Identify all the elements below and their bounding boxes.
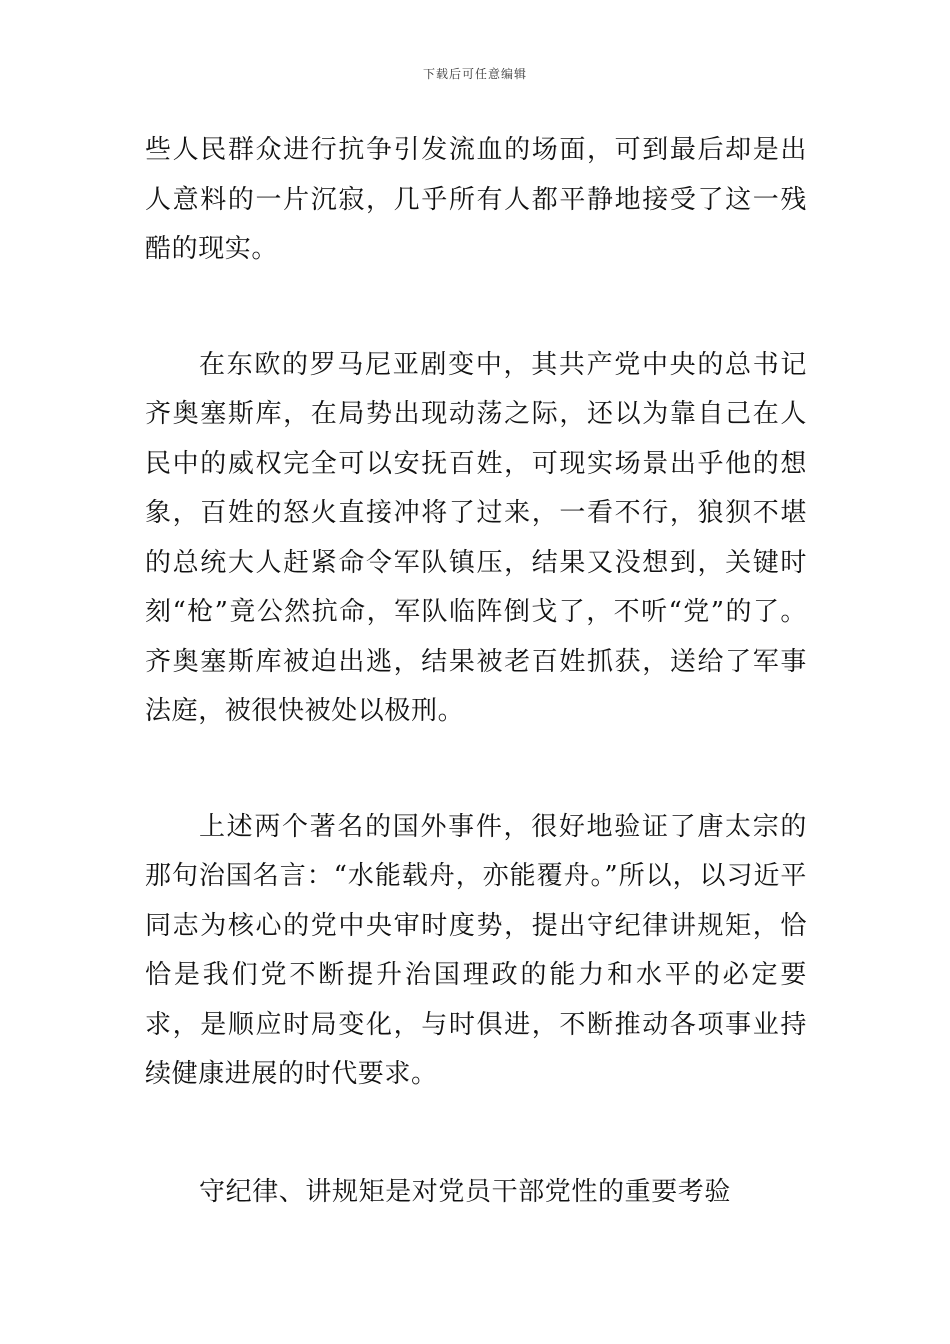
paragraph-conclusion: 上述两个著名的国外事件，很好地验证了唐太宗的那句治国名言：“水能载舟，亦能覆舟。”所以，以习近平同志为核心的党中央审时度势，提出守纪律讲规矩，恰恰是我们党不断提升治国理政的能力和水平的必定要求，是顺应时局变化，与时俱进，不断推动各项事业持续健康进展的时代要求。 (145, 811, 807, 1089)
section-heading: 守纪律、讲规矩是对党员干部党性的重要考验 (199, 1176, 732, 1207)
header-note: 下载后可任意编辑 (422, 67, 527, 81)
paragraph-spacer (145, 275, 807, 341)
paragraph-spacer (145, 1100, 807, 1168)
paragraph-spacer (145, 737, 807, 803)
paragraph-romania: 在东欧的罗马尼亚剧变中，其共产党中央的总书记齐奥塞斯库，在局势出现动荡之际，还以为靠自己在人民中的威权完全可以安抚百姓，可现实场景出乎他的想象，百姓的怒火直接冲将了过来，一看不行，狼狈不堪的总统大人赶紧命令军队镇压，结果又没想到，关键时刻“枪”竟公然抗命，军队临阵倒戈了，不听“党”的了。齐奥塞斯库被迫出逃，结果被老百姓抓获，送给了军事法庭，被很快被处以极刑。 (145, 349, 807, 726)
document-body (145, 126, 807, 1217)
paragraph-continuation: 些人民群众进行抗争引发流血的场面，可到最后却是出人意料的一片沉寂，几乎所有人都平静地接受了这一残酷的现实。 (145, 135, 807, 264)
